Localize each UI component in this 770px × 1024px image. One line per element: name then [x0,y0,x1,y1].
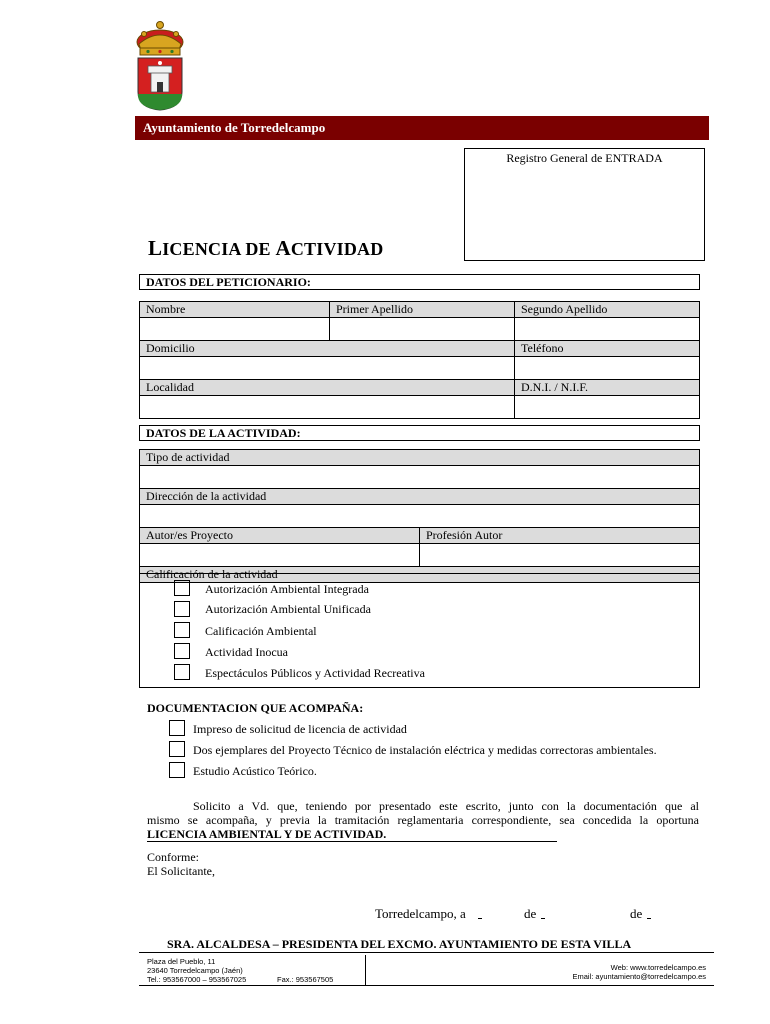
nombre-field[interactable] [140,318,330,341]
checkbox[interactable] [174,664,190,680]
actividad-table [139,449,700,583]
primer-apellido-field[interactable] [330,318,515,341]
addressee: SRA. ALCALDESA – PRESIDENTA DEL EXCMO. AYUNTAMIENTO DE ESTA VILLA [167,937,632,951]
label-domicilio: Domicilio [140,341,515,357]
option-label: Autorización Ambiental Unificada [205,602,371,616]
doc-item-label: Dos ejemplares del Proyecto Técnico de instalación eléctrica y medidas correctoras ambientales. [193,743,657,757]
email-link[interactable]: Email: ayuntamiento@torredelcampo.es [572,972,706,981]
calificacion-option[interactable] [174,664,190,685]
checkbox[interactable] [169,762,185,778]
autor-proyecto-field[interactable] [140,544,420,567]
coat-of-arms-icon [134,20,186,112]
footer-bottom-line [139,985,714,986]
label-telefono: Teléfono [515,341,700,357]
checkbox[interactable] [174,643,190,659]
label-dni: D.N.I. / N.I.F. [515,380,700,396]
calificacion-option[interactable] [174,580,190,601]
de-label: de [630,906,643,921]
localidad-field[interactable] [140,396,515,419]
label-primer-apellido: Primer Apellido [330,302,515,318]
domicilio-field[interactable] [140,357,515,380]
option-label: Autorización Ambiental Integrada [205,582,369,596]
section-header-actividad: DATOS DE LA ACTIVIDAD: [139,425,700,441]
label-profesion-autor: Profesión Autor [420,528,700,544]
request-line: mismo se acompaña, y previa la tramitación reglamentaria correspondiente, sea concedida la oportuna [147,813,699,827]
title-word: ICENCIA DE [162,239,276,259]
option-label: Espectáculos Públicos y Actividad Recreativa [205,666,425,680]
day-field[interactable] [478,918,482,919]
address-line: 23640 Torredelcampo (Jaén) [147,966,243,975]
documentacion-heading: DOCUMENTACION QUE ACOMPAÑA: [147,701,364,715]
calificacion-option[interactable] [174,622,190,643]
page-title [148,236,383,261]
label-segundo-apellido: Segundo Apellido [515,302,700,318]
label-autor-proyecto: Autor/es Proyecto [140,528,420,544]
peticionario-table [139,301,700,419]
request-license-type: LICENCIA AMBIENTAL Y DE ACTIVIDAD. [147,827,387,841]
tipo-actividad-field[interactable] [140,466,700,489]
label-tipo-actividad: Tipo de actividad [140,450,700,466]
conforme-label: Conforme: [147,850,199,864]
year-field[interactable] [647,918,651,919]
checkbox[interactable] [174,601,190,617]
divider [147,841,557,842]
request-paragraph [147,799,699,841]
footer-contact [470,963,706,981]
footer-address [147,957,246,984]
phone: Tel.: 953567000 – 953567025 [147,975,247,984]
website-link[interactable]: Web: www.torredelcampo.es [610,963,706,972]
segundo-apellido-field[interactable] [515,318,700,341]
label-localidad: Localidad [140,380,515,396]
section-header-peticionario: DATOS DEL PETICIONARIO: [139,274,700,290]
calificacion-option[interactable] [174,643,190,664]
checkbox[interactable] [169,741,185,757]
title-initial: L [148,236,163,260]
footer-separator [365,955,366,985]
option-label: Calificación Ambiental [205,624,317,638]
registry-stamp-box: Registro General de ENTRADA [464,148,705,261]
address-line: Plaza del Pueblo, 11 [147,957,216,966]
request-line: Solicito a Vd. que, teniendo por presentado este escrito, junto con la documentación que al [193,799,699,813]
label-calificacion: Calificación de la actividad [140,567,700,583]
checkbox[interactable] [174,580,190,596]
place-label: Torredelcampo, a [375,906,466,921]
direccion-actividad-field[interactable] [140,505,700,528]
calificacion-option[interactable] [174,601,190,622]
dni-field[interactable] [515,396,700,419]
doc-item[interactable] [169,720,185,741]
doc-item[interactable] [169,741,185,762]
footer-divider [139,952,714,953]
doc-item[interactable] [169,762,185,783]
solicitante-label: El Solicitante, [147,864,215,878]
doc-item-label: Estudio Acústico Teórico. [193,764,317,778]
label-direccion-actividad: Dirección de la actividad [140,489,700,505]
option-label: Actividad Inocua [205,645,288,659]
doc-item-label: Impreso de solicitud de licencia de actividad [193,722,407,736]
label-nombre: Nombre [140,302,330,318]
de-label: de [524,906,537,921]
checkbox[interactable] [174,622,190,638]
profesion-autor-field[interactable] [420,544,700,567]
checkbox[interactable] [169,720,185,736]
fax: Fax.: 953567505 [277,975,334,984]
month-field[interactable] [541,918,545,919]
title-initial: A [275,236,291,260]
municipality-banner: Ayuntamiento de Torredelcampo [135,116,709,140]
title-word: CTIVIDAD [290,239,384,259]
telefono-field[interactable] [515,357,700,380]
